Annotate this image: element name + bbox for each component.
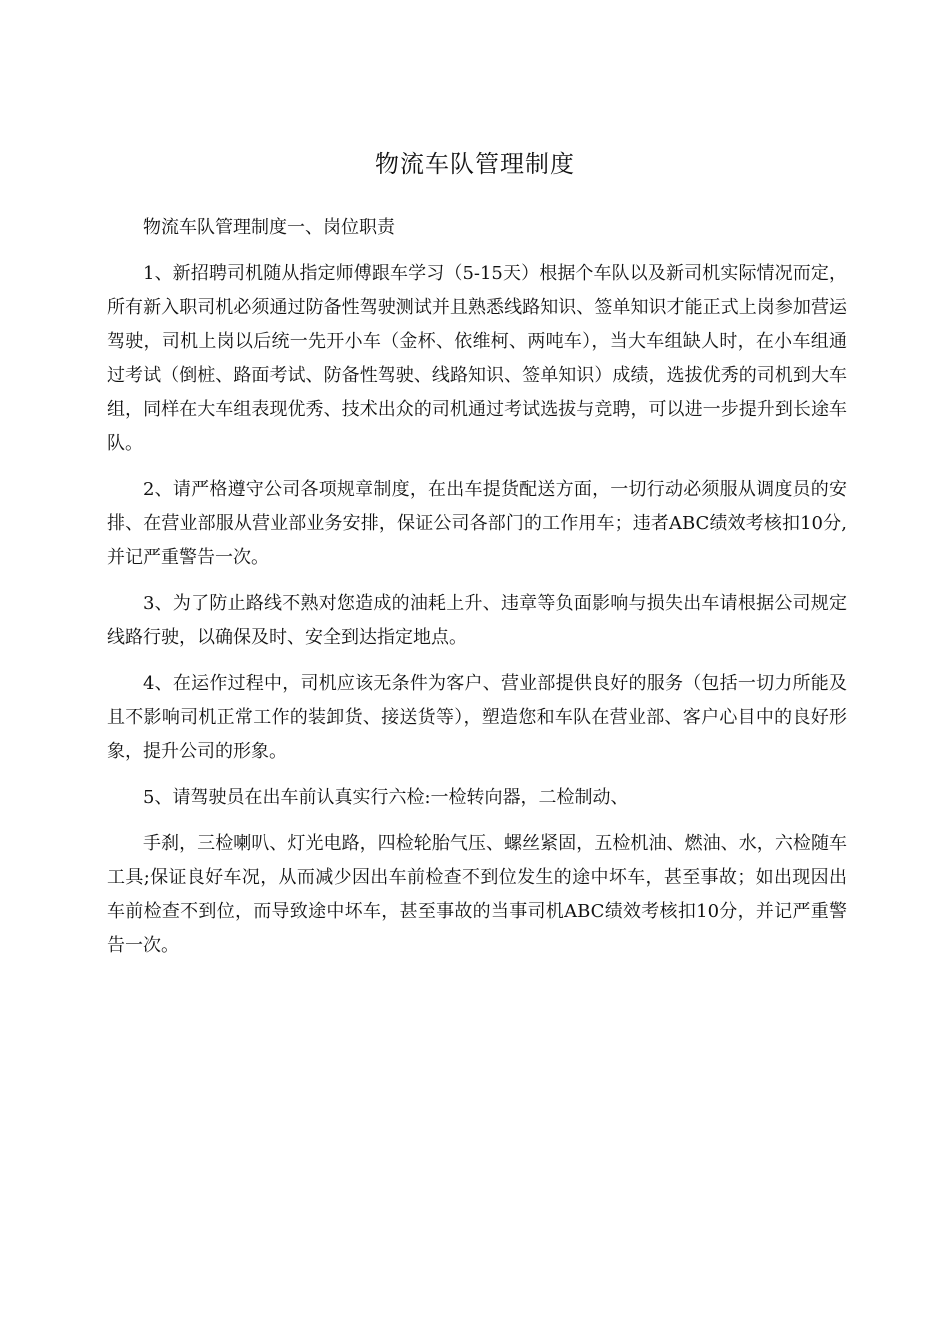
paragraph-5-continued: 手刹，三检喇叭、灯光电路，四检轮胎气压、螺丝紧固，五检机油、燃油、水，六检随车工具;保证良好车况，从而减少因出车前检查不到位发生的途中坏车，甚至事故；如出现因出车前检查不到位，而导致途中坏车，甚至事故的当事司机ABC绩效考核扣10分，并记严重警告一次。 (107, 833, 847, 956)
paragraph-5: 5、请驾驶员在出车前认真实行六检:一检转向器，二检制动、 (143, 787, 629, 808)
section-heading: 物流车队管理制度一、岗位职责 (143, 217, 395, 238)
document-body (107, 211, 847, 975)
paragraph-2: 2、请严格遵守公司各项规章制度，在出车提货配送方面，一切行动必须服从调度员的安排、在营业部服从营业部业务安排，保证公司各部门的工作用车；违者ABC绩效考核扣10分,并记严重警告一次。 (107, 479, 847, 568)
paragraph-1: 1、新招聘司机随从指定师傅跟车学习（5-15天）根据个车队以及新司机实际情况而定，所有新入职司机必须通过防备性驾驶测试并且熟悉线路知识、签单知识才能正式上岗参加营运驾驶，司机上岗以后统一先开小车（金杯、依维柯、两吨车），当大车组缺人时，在小车组通过考试（倒桩、路面考试、防备性驾驶、线路知识、签单知识）成绩，选拔优秀的司机到大车组，同样在大车组表现优秀、技术出众的司机通过考试选拔与竞聘，可以进一步提升到长途车队。 (107, 263, 847, 454)
paragraph-3: 3、为了防止路线不熟对您造成的油耗上升、违章等负面影响与损失出车请根据公司规定线路行驶，以确保及时、安全到达指定地点。 (107, 593, 847, 648)
paragraph-4: 4、在运作过程中，司机应该无条件为客户、营业部提供良好的服务（包括一切力所能及且不影响司机正常工作的装卸货、接送货等），塑造您和车队在营业部、客户心目中的良好形象，提升公司的形象。 (107, 673, 847, 762)
document-title: 物流车队管理制度 (375, 150, 575, 178)
